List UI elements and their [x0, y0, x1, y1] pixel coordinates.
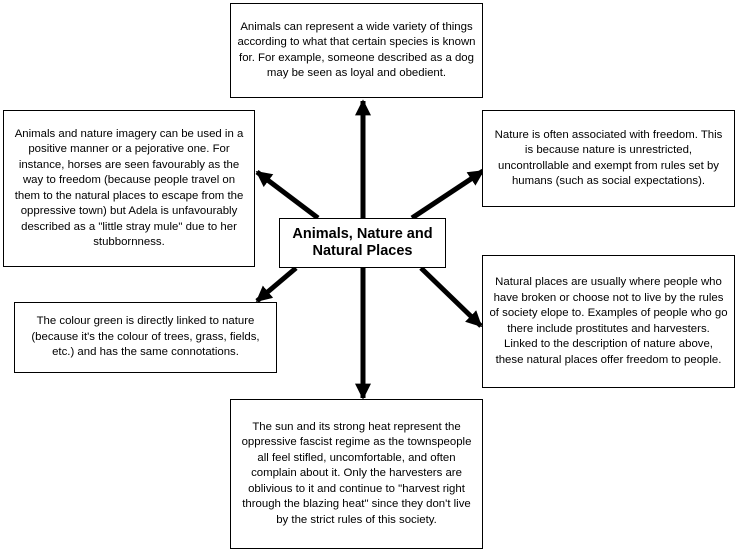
arrow-to-upper-left-box	[257, 172, 318, 218]
box-top-animals-symbolism	[230, 3, 483, 98]
arrow-to-upper-right-box	[412, 171, 483, 218]
box-lower-right-text: Natural places are usually where people who have broken or choose not to live by the rules of society elope to. Examples of people who go there include prostitutes and harvesters. Linked to the description of nature above, these natural places offer freedom to people.	[489, 276, 728, 366]
box-bottom-sun-heat	[230, 399, 483, 549]
central-topic-title: Animals, Nature and Natural Places	[292, 225, 433, 259]
box-lower-left-colour-green	[14, 302, 277, 373]
box-upper-right-nature-freedom	[482, 110, 735, 207]
arrow-to-lower-left-box	[257, 268, 296, 301]
box-top-text: Animals can represent a wide variety of things according to what that certain species is known for. For example, someone described as a dog may be seen as loyal and obedient.	[237, 20, 476, 79]
box-lower-left-text: The colour green is directly linked to nature (because it's the colour of trees, grass, fields, etc.) and has the same connotations.	[31, 315, 260, 359]
arrow-to-lower-right-box	[421, 268, 481, 326]
box-lower-right-natural-places	[482, 255, 735, 388]
box-upper-left-imagery-usage	[3, 110, 255, 267]
central-topic	[279, 218, 446, 268]
box-upper-right-text: Nature is often associated with freedom. This is because nature is unrestricted, uncontrollable and exempt from rules set by humans (such as social expectations).	[494, 128, 723, 187]
box-bottom-text: The sun and its strong heat represent the oppressive fascist regime as the townspeople all feel stifled, uncomfortable, and often complain about it. Only the harvesters are oblivious to it and continue to "harvest right through the blazing heat" since they don't live by the strict rules of this society.	[241, 420, 472, 526]
box-upper-left-text: Animals and nature imagery can be used in a positive manner or a pejorative one. For instance, horses are seen favourably as the way to freedom (because people travel on them to the natural places to escape from the oppressive town) but Adela is unfavourably described as a "little stray mule" due to her stubbornness.	[14, 127, 244, 248]
